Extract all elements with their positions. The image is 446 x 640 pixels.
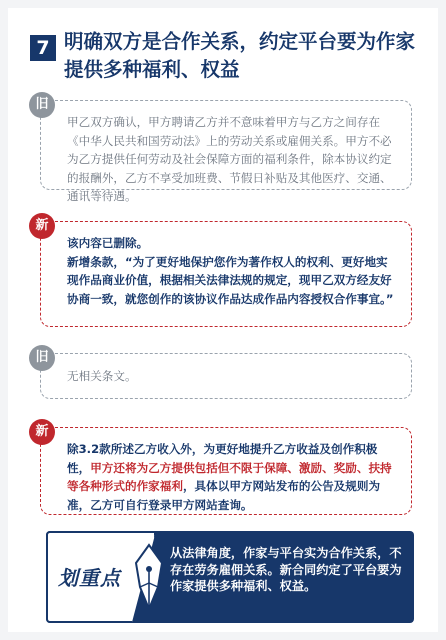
deleted-note: 该内容已删除。 — [67, 236, 149, 250]
highlighted-welfare-text: 甲方还将为乙方提供包括但不限于保障、激励、奖励、扶持等各种形式的作家福利 — [67, 460, 392, 493]
old-clause-block-1 — [35, 97, 412, 203]
old-clause-block-2 — [35, 350, 412, 399]
new-clause-block-1 — [35, 218, 412, 327]
clause-text-part1: 除3.2款所述乙方收入外，为更好地提升乙方收益及创作积极性， — [67, 442, 378, 475]
fountain-pen-icon — [132, 543, 166, 613]
new-tag-badge: 新 — [29, 213, 55, 239]
old-tag-badge: 旧 — [29, 92, 55, 118]
document-page — [8, 8, 438, 632]
old-clause-text: 甲乙双方确认，甲方聘请乙方并不意味着甲方与乙方之间存在《中华人民共和国劳动法》上的劳动关系或雇佣关系。甲方不必为乙方提供任何劳动及社会保障方面的福利条件，除本协议约定的报酬外，乙方不享受加班费、节假日补贴及其他医疗、交通、通讯等待遇。 — [67, 115, 392, 203]
new-tag-badge: 新 — [29, 419, 55, 445]
new-clause-block-2 — [35, 424, 412, 515]
section-title: 明确双方是合作关系，约定平台要为作家提供多种福利、权益 — [64, 30, 416, 81]
key-points-label: 划重点 — [58, 566, 121, 590]
new-clause-text — [67, 440, 397, 514]
clause-text-part2: ，具体以甲方网站发布的公告及规则为准，乙方可自行登录甲方网站查询。 — [67, 479, 381, 512]
old-clause-text: 无相关条文。 — [67, 369, 137, 383]
new-clause-text: 新增条款，“为了更好地保护您作为著作权人的权利、更好地实现作品商业价值，根据相关法律法规的规定，现甲乙双方经友好协商一致，就您创作的该协议作品达成作品内容授权合作事宜。” — [67, 254, 394, 306]
key-points-text: 从法律角度，作家与平台实为合作关系，不存在劳务雇佣关系。新合同约定了平台要为作家提供多种福利、权益。 — [170, 546, 402, 593]
section-number-badge: 7 — [30, 35, 56, 61]
key-points-box — [46, 531, 414, 623]
old-tag-badge: 旧 — [29, 345, 55, 371]
